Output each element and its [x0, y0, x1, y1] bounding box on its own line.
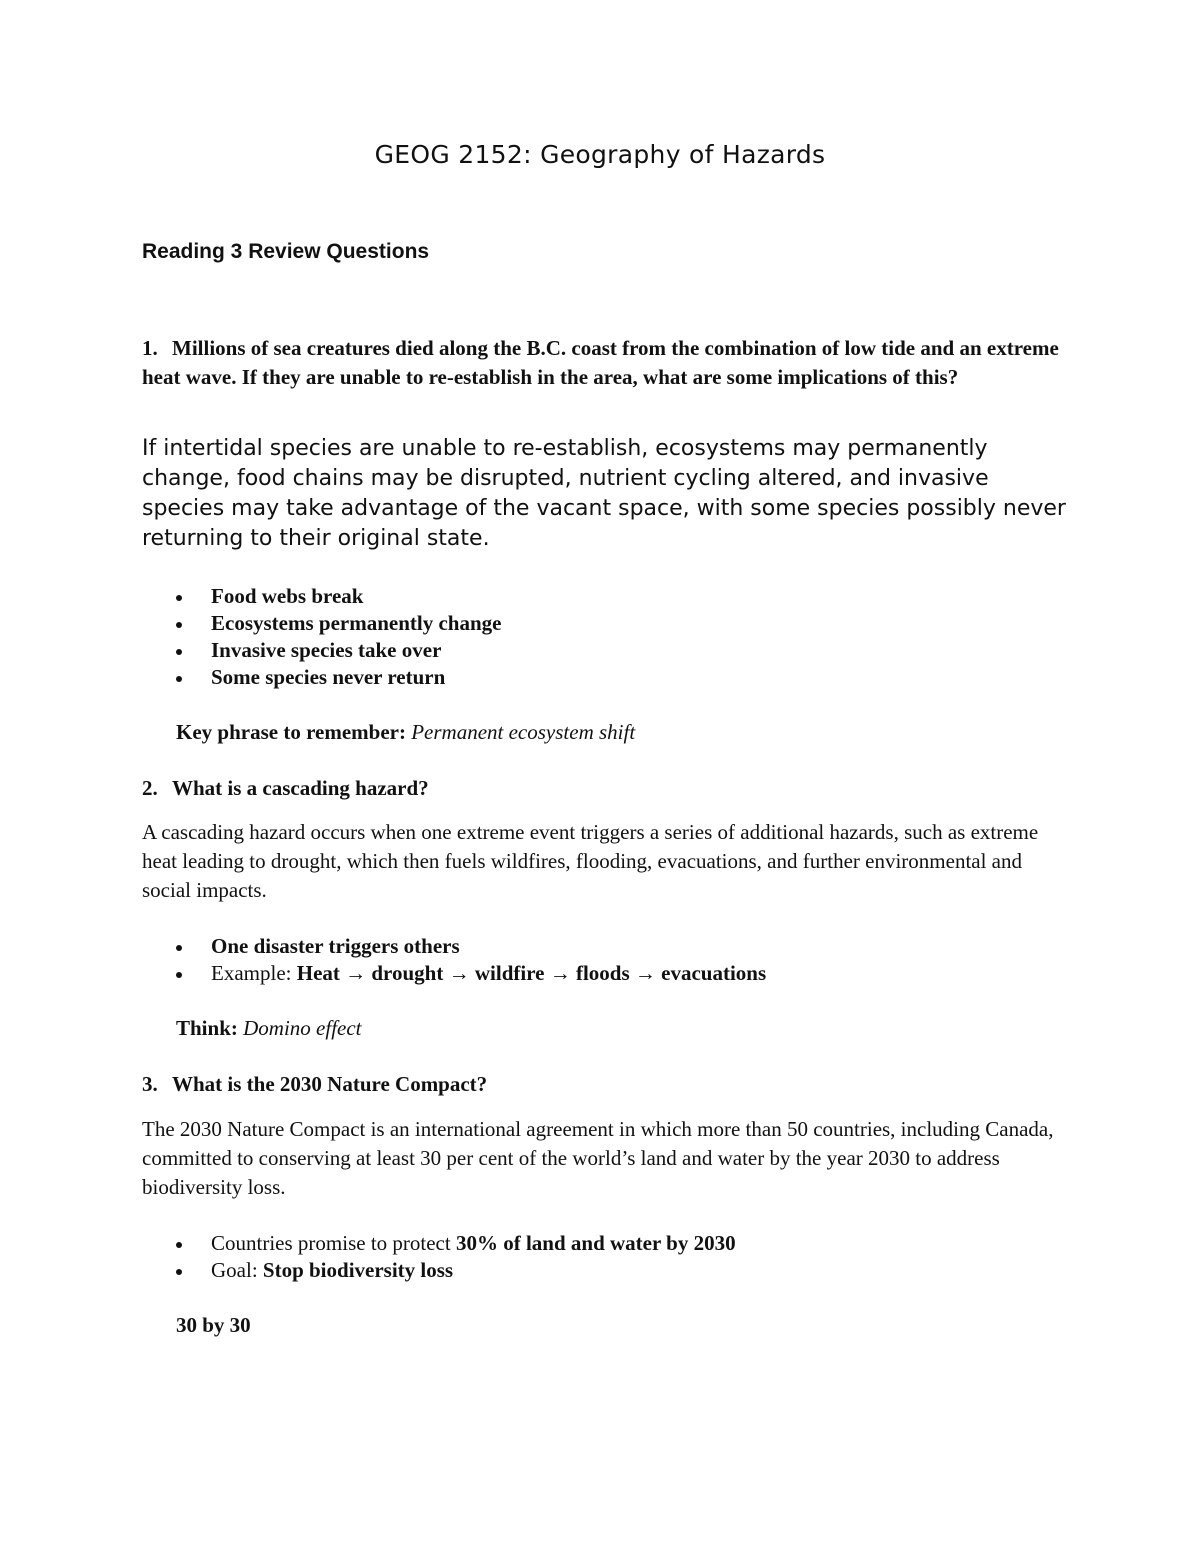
- bullet-icon: [176, 595, 182, 601]
- list-item: Goal: Stop biodiversity loss: [176, 1257, 736, 1284]
- key-phrase-label: Key phrase to remember:: [176, 720, 406, 744]
- list-item: Ecosystems permanently change: [176, 610, 501, 637]
- question-number: 1.: [142, 336, 158, 360]
- think-value: Domino effect: [243, 1016, 362, 1040]
- question-number: 3.: [142, 1072, 158, 1096]
- answer-1: If intertidal species are unable to re-establish, ecosystems may permanently change, food chains may be disrupted, nutrient cycling altered, and invasive species may take advantage of the vacant space, with some species possibly never returning to their original state.: [142, 436, 1066, 551]
- question-number: 2.: [142, 776, 158, 800]
- list-item: Food webs break: [176, 583, 501, 610]
- question-text: What is a cascading hazard?: [172, 776, 429, 800]
- question-text: Millions of sea creatures died along the B.C. coast from the combination of low tide and an extreme heat wave. If they are unable to re-establish in the area, what are some implications of this?: [142, 336, 1059, 389]
- list-item: One disaster triggers others: [176, 933, 766, 960]
- bullet-icon: [176, 622, 182, 628]
- bullet-icon: [176, 945, 182, 951]
- bullet-icon: [176, 972, 182, 978]
- question-1: [142, 334, 1072, 392]
- list-item: Some species never return: [176, 664, 501, 691]
- answer-1-bullets: [176, 583, 501, 691]
- think-note: [176, 1014, 362, 1043]
- answer-3: The 2030 Nature Compact is an international agreement in which more than 50 countries, including Canada, committed to conserving at least 30 per cent of the world’s land and water by the year 2030 to address biodiversity loss.: [142, 1117, 1054, 1199]
- section-heading: Reading 3 Review Questions: [142, 240, 430, 263]
- slogan: 30 by 30: [176, 1313, 251, 1337]
- question-text: What is the 2030 Nature Compact?: [172, 1072, 488, 1096]
- bullet-icon: [176, 1269, 182, 1275]
- key-phrase-value: Permanent ecosystem shift: [411, 720, 636, 744]
- bullet-icon: [176, 649, 182, 655]
- bullet-icon: [176, 676, 182, 682]
- answer-2: A cascading hazard occurs when one extreme event triggers a series of additional hazards, such as extreme heat leading to drought, which then fuels wildfires, flooding, evacuations, and further environmental and social impacts.: [142, 820, 1039, 902]
- page-title: GEOG 2152: Geography of Hazards: [374, 140, 826, 169]
- key-phrase: [176, 718, 635, 747]
- answer-3-bullets: [176, 1230, 736, 1284]
- bullet-icon: [176, 1242, 182, 1248]
- list-item: Invasive species take over: [176, 637, 501, 664]
- question-2: [142, 774, 1072, 803]
- answer-2-bullets: [176, 933, 766, 987]
- think-label: Think:: [176, 1016, 238, 1040]
- list-item: Countries promise to protect 30% of land and water by 2030: [176, 1230, 736, 1257]
- list-item: Example: Heat → drought → wildfire → floods → evacuations: [176, 960, 766, 987]
- question-3: [142, 1070, 1072, 1099]
